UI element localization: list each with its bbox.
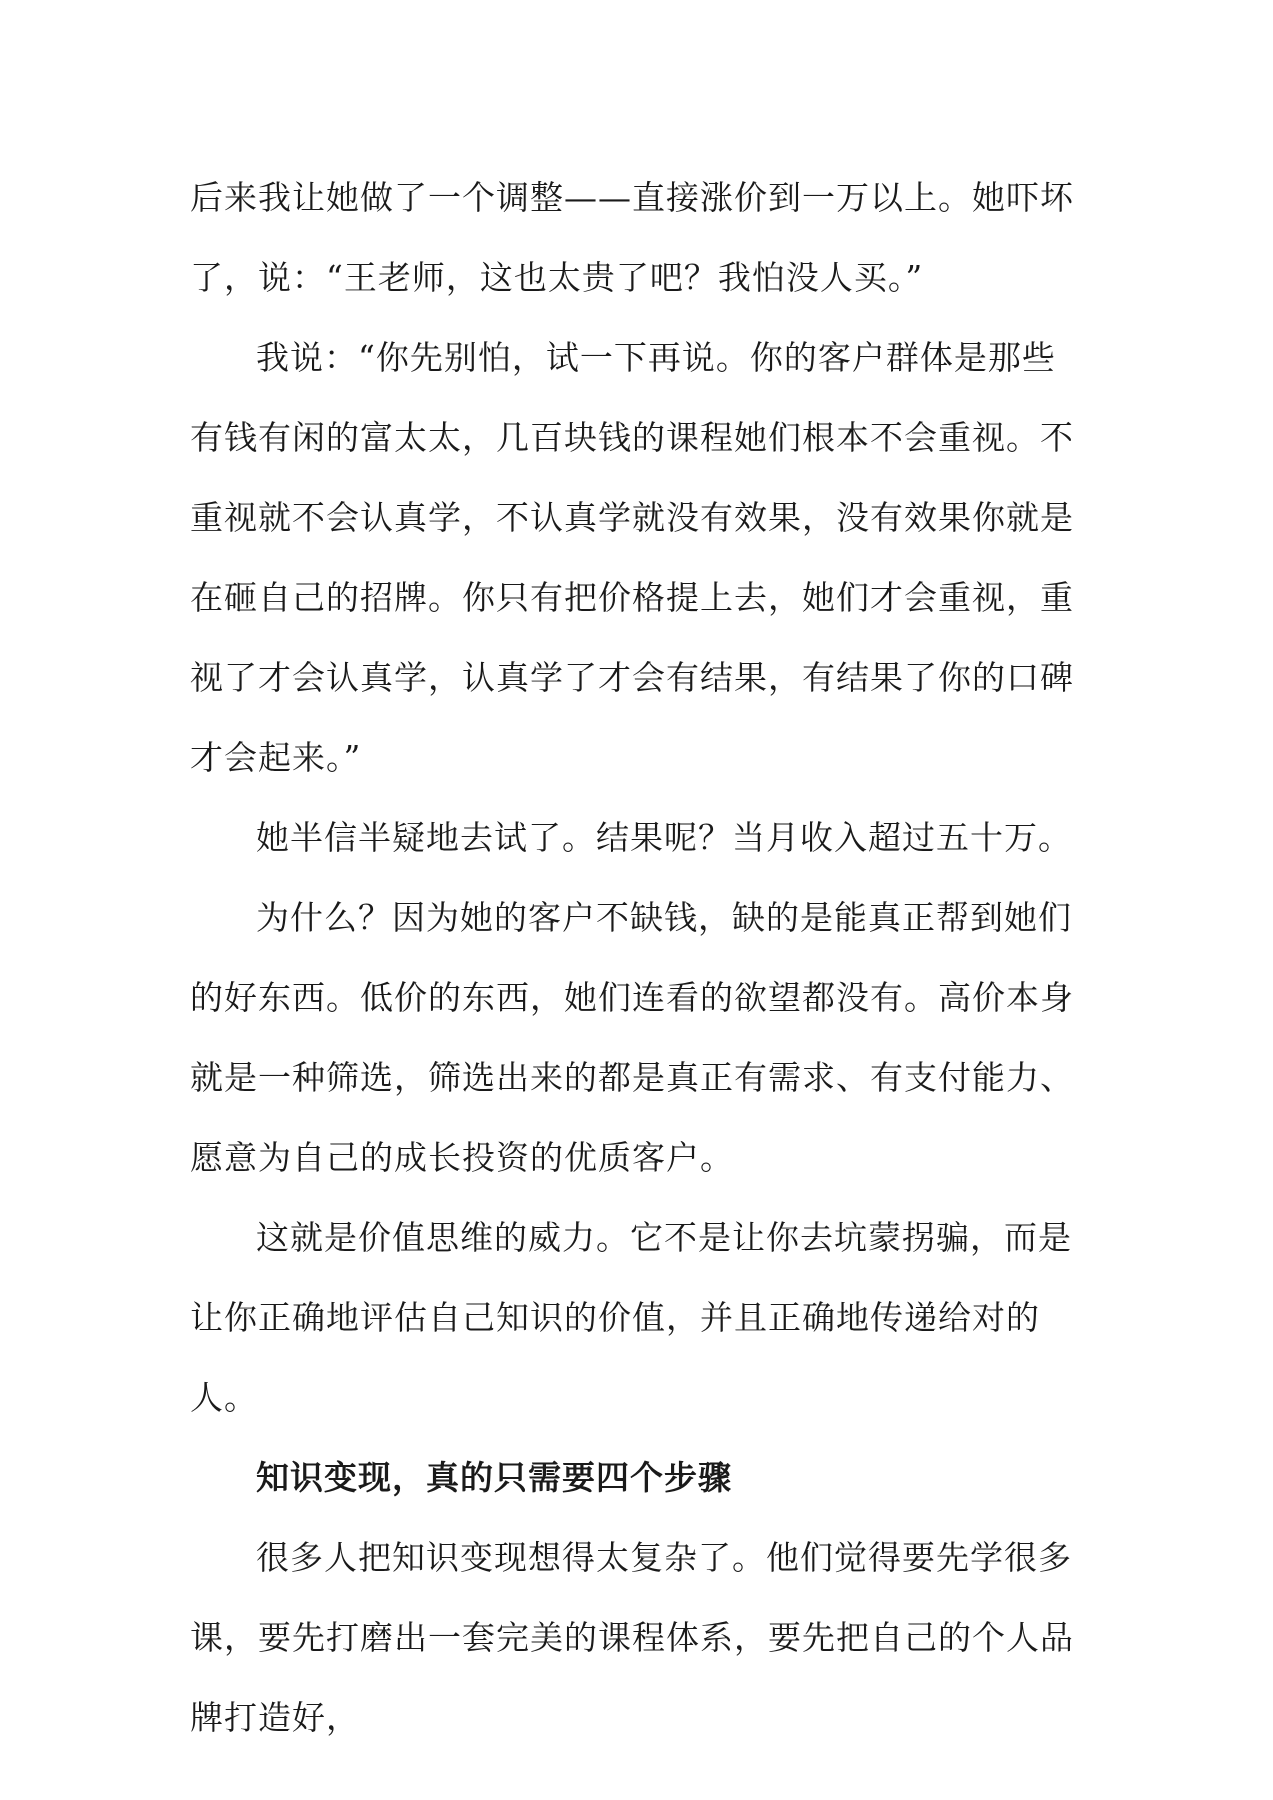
section-heading: 知识变现，真的只需要四个步骤 bbox=[256, 1458, 732, 1497]
body-text bbox=[190, 158, 1085, 1758]
paragraph: 为什么？因为她的客户不缺钱，缺的是能真正帮到她们的好东西。低价的东西，她们连看的欲望都没有。高价本身就是一种筛选，筛选出来的都是真正有需求、有支付能力、愿意为自己的成长投资的优质客户。 bbox=[190, 898, 1074, 1177]
paragraph: 很多人把知识变现想得太复杂了。他们觉得要先学很多课，要先打磨出一套完美的课程体系，要先把自己的个人品牌打造好， bbox=[190, 1538, 1074, 1737]
paragraph: 后来我让她做了一个调整——直接涨价到一万以上。她吓坏了，说：“王老师，这也太贵了吧？我怕没人买。” bbox=[190, 178, 1074, 297]
paragraph: 她半信半疑地去试了。结果呢？当月收入超过五十万。 bbox=[256, 818, 1072, 857]
paragraph: 这就是价值思维的威力。它不是让你去坑蒙拐骗，而是让你正确地评估自己知识的价值，并且正确地传递给对的人。 bbox=[190, 1218, 1072, 1417]
paragraph: 我说：“你先别怕，试一下再说。你的客户群体是那些有钱有闲的富太太，几百块钱的课程她们根本不会重视。不重视就不会认真学，不认真学就没有效果，没有效果你就是在砸自己的招牌。你只有把价格提上去，她们才会重视，重视了才会认真学，认真学了才会有结果，有结果了你的口碑才会起来。” bbox=[190, 338, 1074, 777]
